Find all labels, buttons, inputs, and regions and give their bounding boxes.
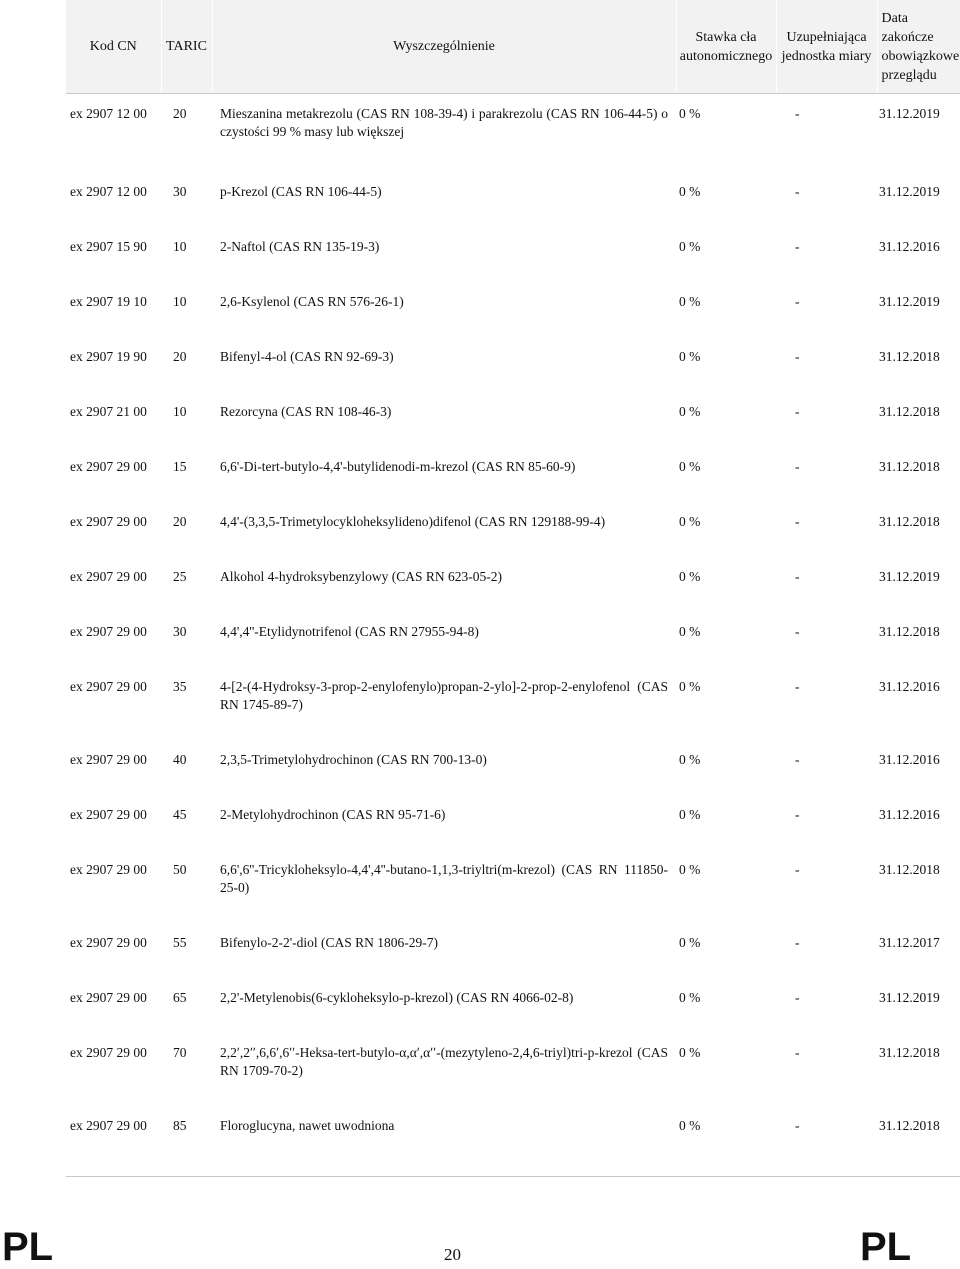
description: 6,6',6''-Tricykloheksylo-4,4',4''-butano-1,1,3-triyltri(m-krezol) (CAS RN 111850-25-0) — [220, 861, 668, 895]
review-date: 31.12.2017 — [879, 934, 940, 950]
table-row — [66, 979, 960, 1034]
review-date: 31.12.2016 — [879, 238, 940, 254]
cn-code: ex 2907 29 00 — [70, 934, 147, 950]
duty-rate: 0 % — [679, 934, 701, 950]
taric-code: 15 — [173, 458, 187, 474]
duty-rate: 0 % — [679, 238, 701, 254]
description: Floroglucyna, nawet uwodniona — [212, 1107, 676, 1177]
taric-code: 10 — [173, 293, 187, 309]
supplementary-unit: - — [795, 678, 800, 694]
taric-code: 50 — [173, 861, 187, 877]
supplementary-unit: - — [795, 751, 800, 767]
tariff-table — [66, 0, 960, 1177]
duty-rate: 0 % — [679, 513, 701, 529]
supplementary-unit: - — [795, 106, 800, 121]
description: 2,2ʹ,2ʹʹ,6,6ʹ,6ʹʹ-Heksa-tert-butylo-α,αʹ,αʹʹ-(mezytyleno-2,4,6-triyl)tri-p-krezol (CAS RN 1709-70-2) — [220, 1044, 668, 1078]
supplementary-unit: - — [795, 568, 800, 584]
table-row — [66, 796, 960, 851]
supplementary-unit: - — [795, 183, 800, 199]
duty-rate: 0 % — [679, 183, 701, 199]
cn-code: ex 2907 19 90 — [70, 348, 147, 364]
duty-rate: 0 % — [679, 403, 701, 419]
cn-code: ex 2907 15 90 — [70, 238, 147, 254]
description: 2,6-Ksylenol (CAS RN 576-26-1) — [220, 293, 404, 309]
taric-code: 40 — [173, 751, 187, 767]
review-date: 31.12.2016 — [879, 751, 940, 767]
description: Rezorcyna (CAS RN 108-46-3) — [220, 403, 392, 419]
taric-code: 25 — [173, 568, 187, 584]
description: 2,2'-Metylenobis(6-cykloheksylo-p-krezol) (CAS RN 4066-02-8) — [220, 989, 574, 1005]
duty-rate: 0 % — [679, 678, 701, 694]
description: 6,6'-Di-tert-butylo-4,4'-butylidenodi-m-krezol (CAS RN 85-60-9) — [220, 458, 576, 474]
description: Bifenyl-4-ol (CAS RN 92-69-3) — [220, 348, 394, 364]
review-date: 31.12.2018 — [879, 403, 940, 419]
description: p-Krezol (CAS RN 106-44-5) — [220, 183, 382, 199]
table-row — [66, 503, 960, 558]
description: 4,4'-(3,3,5-Trimetylocykloheksylideno)difenol (CAS RN 129188-99-4) — [220, 513, 606, 529]
supplementary-unit: - — [795, 403, 800, 419]
table-row — [66, 924, 960, 979]
cn-code: ex 2907 29 00 — [70, 1044, 147, 1060]
supplementary-unit: - — [795, 348, 800, 364]
supplementary-unit: - — [795, 989, 800, 1005]
taric-code: 10 — [173, 403, 187, 419]
review-date: 31.12.2019 — [879, 106, 940, 121]
duty-rate: 0 % — [679, 568, 701, 584]
taric-code: 30 — [173, 183, 187, 199]
supplementary-unit: - — [795, 934, 800, 950]
table-row — [66, 338, 960, 393]
header-unit: Uzupełniająca jednostka miary — [776, 0, 877, 94]
header-kod-cn: Kod CN — [66, 0, 161, 94]
taric-code: 65 — [173, 989, 187, 1005]
cn-code: ex 2907 29 00 — [70, 989, 147, 1005]
review-date: 31.12.2019 — [879, 293, 940, 309]
cn-code: ex 2907 29 00 — [70, 678, 147, 694]
duty-rate: 0 % — [679, 751, 701, 767]
duty-rate: 0 % — [679, 989, 701, 1005]
duty-rate: 0 % — [679, 1044, 701, 1060]
supplementary-unit: - — [795, 293, 800, 309]
taric-code: 20 — [173, 513, 187, 529]
footer-language-label-right: PL — [860, 1225, 912, 1269]
review-date: 31.12.2019 — [879, 183, 940, 199]
cn-code: ex 2907 29 00 — [70, 513, 147, 529]
table-body — [66, 94, 960, 1177]
taric-code: 20 — [173, 106, 187, 121]
supplementary-unit: - — [795, 806, 800, 822]
description: 2-Naftol (CAS RN 135-19-3) — [220, 238, 380, 254]
cn-code: ex 2907 19 10 — [70, 293, 147, 309]
duty-rate: 0 % — [679, 861, 701, 877]
review-date: 31.12.2019 — [879, 989, 940, 1005]
supplementary-unit: - — [795, 1044, 800, 1060]
table-row — [66, 851, 960, 924]
duty-rate: 0 % — [679, 106, 701, 121]
table-header — [66, 0, 960, 94]
header-review-date: Data zakończe obowiązkowe przeglądu — [877, 0, 960, 94]
review-date: 31.12.2018 — [879, 348, 940, 364]
taric-code: 35 — [173, 678, 187, 694]
table-row — [66, 613, 960, 668]
duty-rate: 0 % — [679, 293, 701, 309]
taric-code: 30 — [173, 623, 187, 639]
description: Mieszanina metakrezolu (CAS RN 108-39-4) i parakrezolu (CAS RN 106-44-5) o czystości 99 % masy lub większej — [220, 106, 668, 139]
review-date: 31.12.2018 — [879, 623, 940, 639]
table-row — [66, 668, 960, 741]
duty-rate: 0 % — [679, 623, 701, 639]
review-date: 31.12.2019 — [879, 568, 940, 584]
duty-rate: 0 % — [679, 458, 701, 474]
cn-code: ex 2907 29 00 — [70, 861, 147, 877]
page-number: 20 — [444, 1245, 461, 1264]
supplementary-unit: - — [795, 623, 800, 639]
table-row — [66, 448, 960, 503]
cn-code: ex 2907 21 00 — [70, 403, 147, 419]
table-row — [66, 173, 960, 228]
description: 4,4',4''-Etylidynotrifenol (CAS RN 27955-94-8) — [220, 623, 479, 639]
description: 2-Metylohydrochinon (CAS RN 95-71-6) — [220, 806, 446, 822]
review-date: 31.12.2018 — [877, 1107, 960, 1177]
taric-code: 20 — [173, 348, 187, 364]
supplementary-unit: - — [776, 1107, 877, 1177]
description: Alkohol 4-hydroksybenzylowy (CAS RN 623-05-2) — [220, 568, 502, 584]
taric-code: 55 — [173, 934, 187, 950]
table-row — [66, 1107, 960, 1177]
cn-code: ex 2907 29 00 — [70, 623, 147, 639]
cn-code: ex 2907 29 00 — [70, 751, 147, 767]
review-date: 31.12.2018 — [879, 458, 940, 474]
header-rate: Stawka cła autonomicznego — [676, 0, 776, 94]
review-date: 31.12.2018 — [879, 861, 940, 877]
description: Bifenylo-2-2'-diol (CAS RN 1806-29-7) — [220, 934, 439, 950]
description: 4-[2-(4-Hydroksy-3-prop-2-enylofenylo)propan-2-ylo]-2-prop-2-enylofenol (CAS RN 1745-89-7) — [220, 678, 668, 712]
table-row — [66, 283, 960, 338]
cn-code: ex 2907 12 00 — [70, 106, 147, 121]
taric-code: 45 — [173, 806, 187, 822]
cn-code: ex 2907 29 00 — [70, 806, 147, 822]
duty-rate: 0 % — [679, 348, 701, 364]
review-date: 31.12.2016 — [879, 806, 940, 822]
duty-rate: 0 % — [676, 1107, 776, 1177]
review-date: 31.12.2018 — [879, 1044, 940, 1060]
cn-code: ex 2907 29 00 — [70, 458, 147, 474]
table-row — [66, 228, 960, 283]
table-row — [66, 393, 960, 448]
review-date: 31.12.2018 — [879, 513, 940, 529]
header-taric: TARIC — [161, 0, 212, 94]
taric-code: 70 — [173, 1044, 187, 1060]
supplementary-unit: - — [795, 458, 800, 474]
description: 2,3,5-Trimetylohydrochinon (CAS RN 700-13-0) — [220, 751, 487, 767]
table-row — [66, 558, 960, 613]
duty-rate: 0 % — [679, 806, 701, 822]
taric-code: 10 — [173, 238, 187, 254]
table-row — [66, 1034, 960, 1107]
supplementary-unit: - — [795, 861, 800, 877]
cn-code: ex 2907 29 00 — [66, 1107, 161, 1177]
review-date: 31.12.2016 — [879, 678, 940, 694]
cn-code: ex 2907 12 00 — [70, 183, 147, 199]
table-row — [66, 741, 960, 796]
taric-code: 85 — [161, 1107, 212, 1177]
supplementary-unit: - — [795, 513, 800, 529]
table-row — [66, 94, 960, 173]
supplementary-unit: - — [795, 238, 800, 254]
header-description: Wyszczególnienie — [212, 0, 676, 94]
footer-language-label-left: PL — [2, 1225, 54, 1269]
cn-code: ex 2907 29 00 — [70, 568, 147, 584]
